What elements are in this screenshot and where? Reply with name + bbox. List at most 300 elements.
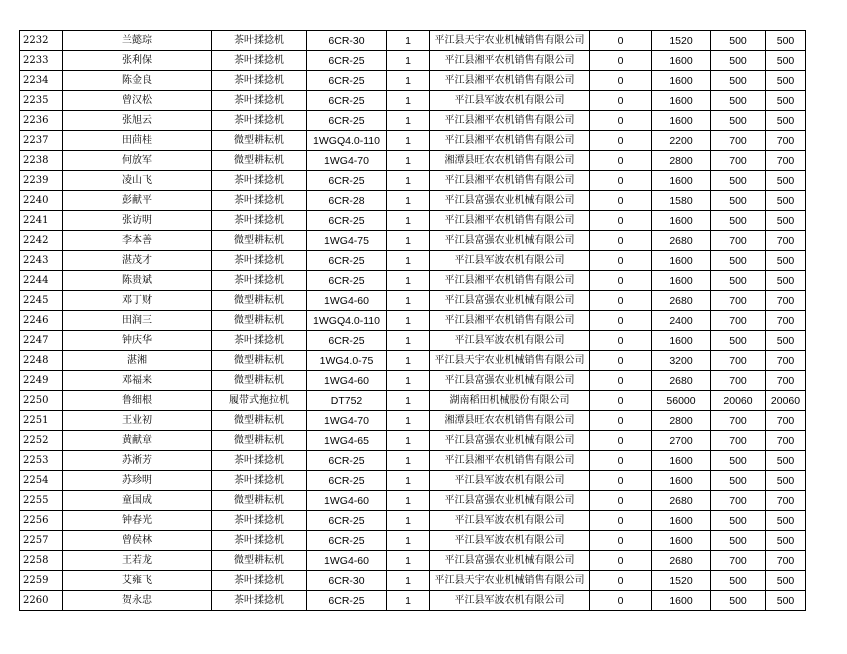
cell-model: 6CR-30 <box>307 31 387 51</box>
cell-subsidy-central: 700 <box>711 491 766 511</box>
cell-applicant-name: 邓丁财 <box>63 291 212 311</box>
cell-subsidy-central: 500 <box>711 251 766 271</box>
cell-model: 6CR-25 <box>307 471 387 491</box>
cell-subsidy-total: 500 <box>766 31 806 51</box>
cell-applicant-name: 张利保 <box>63 51 212 71</box>
cell-sale-price: 1600 <box>652 251 711 271</box>
cell-row-number: 2252 <box>20 431 63 451</box>
cell-dealer: 平江县湘平农机销售有限公司 <box>430 311 590 331</box>
cell-dealer: 湖南稻田机械股份有限公司 <box>430 391 590 411</box>
cell-row-number: 2234 <box>20 71 63 91</box>
cell-machine-type: 微型耕耘机 <box>212 491 307 511</box>
cell-quantity: 1 <box>387 411 430 431</box>
cell-sale-price: 1600 <box>652 171 711 191</box>
table-row <box>20 451 806 471</box>
cell-machine-type: 微型耕耘机 <box>212 351 307 371</box>
cell-col-zero: 0 <box>590 191 652 211</box>
cell-applicant-name: 田润三 <box>63 311 212 331</box>
cell-machine-type: 履带式拖拉机 <box>212 391 307 411</box>
cell-row-number: 2260 <box>20 591 63 611</box>
cell-applicant-name: 张旭云 <box>63 111 212 131</box>
cell-dealer: 平江县军波农机有限公司 <box>430 591 590 611</box>
table-row <box>20 111 806 131</box>
table-row <box>20 231 806 251</box>
cell-subsidy-central: 500 <box>711 571 766 591</box>
cell-applicant-name: 曾侯林 <box>63 531 212 551</box>
cell-dealer: 平江县富强农业机械有限公司 <box>430 231 590 251</box>
cell-subsidy-total: 500 <box>766 471 806 491</box>
cell-sale-price: 3200 <box>652 351 711 371</box>
cell-subsidy-central: 500 <box>711 71 766 91</box>
cell-col-zero: 0 <box>590 451 652 471</box>
cell-applicant-name: 苏淅芳 <box>63 451 212 471</box>
cell-sale-price: 2680 <box>652 291 711 311</box>
cell-col-zero: 0 <box>590 211 652 231</box>
cell-subsidy-central: 500 <box>711 91 766 111</box>
cell-subsidy-central: 500 <box>711 471 766 491</box>
cell-quantity: 1 <box>387 131 430 151</box>
cell-model: 1WG4-70 <box>307 411 387 431</box>
cell-applicant-name: 鲁细根 <box>63 391 212 411</box>
cell-sale-price: 1600 <box>652 331 711 351</box>
cell-quantity: 1 <box>387 371 430 391</box>
cell-sale-price: 1600 <box>652 71 711 91</box>
cell-sale-price: 2400 <box>652 311 711 331</box>
cell-applicant-name: 张访明 <box>63 211 212 231</box>
cell-row-number: 2238 <box>20 151 63 171</box>
cell-machine-type: 微型耕耘机 <box>212 371 307 391</box>
cell-col-zero: 0 <box>590 551 652 571</box>
cell-col-zero: 0 <box>590 31 652 51</box>
cell-dealer: 湘潭县旺农农机销售有限公司 <box>430 411 590 431</box>
cell-applicant-name: 邓福来 <box>63 371 212 391</box>
cell-dealer: 平江县富强农业机械有限公司 <box>430 431 590 451</box>
cell-applicant-name: 凌山飞 <box>63 171 212 191</box>
cell-model: 6CR-25 <box>307 531 387 551</box>
cell-machine-type: 微型耕耘机 <box>212 231 307 251</box>
cell-subsidy-total: 500 <box>766 591 806 611</box>
cell-col-zero: 0 <box>590 471 652 491</box>
cell-row-number: 2249 <box>20 371 63 391</box>
cell-sale-price: 1600 <box>652 51 711 71</box>
cell-sale-price: 2680 <box>652 231 711 251</box>
cell-subsidy-central: 500 <box>711 511 766 531</box>
cell-col-zero: 0 <box>590 491 652 511</box>
cell-dealer: 平江县军波农机有限公司 <box>430 531 590 551</box>
cell-subsidy-total: 700 <box>766 371 806 391</box>
cell-subsidy-total: 700 <box>766 291 806 311</box>
cell-subsidy-central: 500 <box>711 51 766 71</box>
table-row <box>20 151 806 171</box>
cell-col-zero: 0 <box>590 151 652 171</box>
cell-machine-type: 茶叶揉捻机 <box>212 31 307 51</box>
cell-subsidy-total: 500 <box>766 511 806 531</box>
cell-subsidy-central: 500 <box>711 271 766 291</box>
cell-quantity: 1 <box>387 251 430 271</box>
cell-quantity: 1 <box>387 211 430 231</box>
table-row <box>20 531 806 551</box>
cell-model: 6CR-30 <box>307 571 387 591</box>
cell-subsidy-total: 500 <box>766 271 806 291</box>
table-body <box>20 31 806 611</box>
cell-model: 6CR-25 <box>307 251 387 271</box>
cell-sale-price: 2680 <box>652 371 711 391</box>
cell-model: 6CR-25 <box>307 171 387 191</box>
cell-col-zero: 0 <box>590 131 652 151</box>
cell-machine-type: 茶叶揉捻机 <box>212 171 307 191</box>
table-row <box>20 471 806 491</box>
cell-machine-type: 茶叶揉捻机 <box>212 111 307 131</box>
cell-col-zero: 0 <box>590 271 652 291</box>
table-row <box>20 31 806 51</box>
cell-quantity: 1 <box>387 151 430 171</box>
cell-machine-type: 茶叶揉捻机 <box>212 471 307 491</box>
cell-machine-type: 茶叶揉捻机 <box>212 211 307 231</box>
cell-sale-price: 2800 <box>652 411 711 431</box>
cell-dealer: 平江县湘平农机销售有限公司 <box>430 71 590 91</box>
cell-dealer: 平江县湘平农机销售有限公司 <box>430 111 590 131</box>
cell-row-number: 2244 <box>20 271 63 291</box>
cell-dealer: 平江县湘平农机销售有限公司 <box>430 131 590 151</box>
cell-model: 6CR-25 <box>307 71 387 91</box>
cell-quantity: 1 <box>387 511 430 531</box>
cell-sale-price: 1520 <box>652 31 711 51</box>
cell-subsidy-total: 500 <box>766 531 806 551</box>
cell-row-number: 2242 <box>20 231 63 251</box>
cell-sale-price: 1600 <box>652 211 711 231</box>
cell-row-number: 2250 <box>20 391 63 411</box>
cell-model: 6CR-25 <box>307 511 387 531</box>
cell-applicant-name: 钟庆华 <box>63 331 212 351</box>
cell-row-number: 2240 <box>20 191 63 211</box>
cell-quantity: 1 <box>387 271 430 291</box>
cell-col-zero: 0 <box>590 331 652 351</box>
cell-subsidy-total: 500 <box>766 51 806 71</box>
cell-sale-price: 2800 <box>652 151 711 171</box>
cell-applicant-name: 钟春光 <box>63 511 212 531</box>
cell-col-zero: 0 <box>590 51 652 71</box>
cell-applicant-name: 湛湘 <box>63 351 212 371</box>
cell-subsidy-central: 700 <box>711 551 766 571</box>
table-row <box>20 71 806 91</box>
cell-sale-price: 56000 <box>652 391 711 411</box>
cell-dealer: 平江县湘平农机销售有限公司 <box>430 171 590 191</box>
cell-col-zero: 0 <box>590 231 652 251</box>
cell-machine-type: 茶叶揉捻机 <box>212 271 307 291</box>
cell-col-zero: 0 <box>590 391 652 411</box>
cell-applicant-name: 湛茂才 <box>63 251 212 271</box>
cell-subsidy-central: 700 <box>711 351 766 371</box>
cell-row-number: 2259 <box>20 571 63 591</box>
cell-quantity: 1 <box>387 471 430 491</box>
cell-row-number: 2256 <box>20 511 63 531</box>
cell-subsidy-central: 500 <box>711 31 766 51</box>
cell-row-number: 2243 <box>20 251 63 271</box>
cell-row-number: 2247 <box>20 331 63 351</box>
cell-quantity: 1 <box>387 311 430 331</box>
cell-sale-price: 2680 <box>652 551 711 571</box>
cell-col-zero: 0 <box>590 371 652 391</box>
cell-model: 6CR-25 <box>307 111 387 131</box>
cell-machine-type: 茶叶揉捻机 <box>212 91 307 111</box>
cell-model: 6CR-25 <box>307 591 387 611</box>
cell-dealer: 平江县湘平农机销售有限公司 <box>430 211 590 231</box>
cell-quantity: 1 <box>387 231 430 251</box>
table-row <box>20 371 806 391</box>
cell-quantity: 1 <box>387 191 430 211</box>
cell-applicant-name: 陈贵斌 <box>63 271 212 291</box>
cell-model: 6CR-25 <box>307 51 387 71</box>
cell-subsidy-total: 500 <box>766 191 806 211</box>
cell-col-zero: 0 <box>590 251 652 271</box>
cell-row-number: 2237 <box>20 131 63 151</box>
cell-machine-type: 微型耕耘机 <box>212 551 307 571</box>
cell-model: 1WG4.0-75 <box>307 351 387 371</box>
cell-applicant-name: 黄献章 <box>63 431 212 451</box>
cell-dealer: 平江县天宇农业机械销售有限公司 <box>430 571 590 591</box>
cell-model: 6CR-25 <box>307 91 387 111</box>
cell-sale-price: 1580 <box>652 191 711 211</box>
cell-machine-type: 茶叶揉捻机 <box>212 531 307 551</box>
cell-quantity: 1 <box>387 531 430 551</box>
cell-subsidy-total: 500 <box>766 451 806 471</box>
cell-row-number: 2241 <box>20 211 63 231</box>
cell-col-zero: 0 <box>590 411 652 431</box>
cell-subsidy-central: 500 <box>711 191 766 211</box>
cell-dealer: 平江县军波农机有限公司 <box>430 251 590 271</box>
cell-quantity: 1 <box>387 351 430 371</box>
cell-quantity: 1 <box>387 431 430 451</box>
cell-subsidy-total: 500 <box>766 111 806 131</box>
cell-subsidy-total: 500 <box>766 571 806 591</box>
cell-row-number: 2248 <box>20 351 63 371</box>
cell-dealer: 平江县天宇农业机械销售有限公司 <box>430 31 590 51</box>
cell-row-number: 2233 <box>20 51 63 71</box>
cell-applicant-name: 田茴桂 <box>63 131 212 151</box>
cell-row-number: 2232 <box>20 31 63 51</box>
cell-quantity: 1 <box>387 111 430 131</box>
cell-quantity: 1 <box>387 91 430 111</box>
cell-machine-type: 茶叶揉捻机 <box>212 191 307 211</box>
cell-col-zero: 0 <box>590 311 652 331</box>
cell-model: 1WG4-60 <box>307 291 387 311</box>
cell-col-zero: 0 <box>590 531 652 551</box>
cell-applicant-name: 王若龙 <box>63 551 212 571</box>
cell-subsidy-total: 500 <box>766 171 806 191</box>
cell-col-zero: 0 <box>590 91 652 111</box>
table-row <box>20 591 806 611</box>
cell-col-zero: 0 <box>590 351 652 371</box>
cell-dealer: 平江县军波农机有限公司 <box>430 471 590 491</box>
cell-quantity: 1 <box>387 591 430 611</box>
cell-row-number: 2253 <box>20 451 63 471</box>
cell-subsidy-total: 700 <box>766 311 806 331</box>
table-row <box>20 251 806 271</box>
cell-dealer: 平江县富强农业机械有限公司 <box>430 291 590 311</box>
cell-sale-price: 1600 <box>652 91 711 111</box>
cell-col-zero: 0 <box>590 511 652 531</box>
cell-row-number: 2258 <box>20 551 63 571</box>
table-row <box>20 491 806 511</box>
subsidy-table <box>19 30 806 611</box>
cell-sale-price: 1600 <box>652 451 711 471</box>
cell-row-number: 2246 <box>20 311 63 331</box>
cell-dealer: 平江县富强农业机械有限公司 <box>430 491 590 511</box>
cell-subsidy-central: 500 <box>711 171 766 191</box>
cell-subsidy-total: 700 <box>766 131 806 151</box>
cell-row-number: 2245 <box>20 291 63 311</box>
cell-row-number: 2235 <box>20 91 63 111</box>
table-row <box>20 311 806 331</box>
cell-applicant-name: 贺永忠 <box>63 591 212 611</box>
cell-machine-type: 茶叶揉捻机 <box>212 451 307 471</box>
cell-col-zero: 0 <box>590 591 652 611</box>
cell-quantity: 1 <box>387 31 430 51</box>
cell-row-number: 2255 <box>20 491 63 511</box>
cell-applicant-name: 兰懿琮 <box>63 31 212 51</box>
cell-subsidy-central: 500 <box>711 451 766 471</box>
cell-machine-type: 微型耕耘机 <box>212 291 307 311</box>
cell-machine-type: 微型耕耘机 <box>212 311 307 331</box>
cell-machine-type: 茶叶揉捻机 <box>212 511 307 531</box>
cell-model: 6CR-25 <box>307 451 387 471</box>
cell-quantity: 1 <box>387 571 430 591</box>
cell-subsidy-central: 500 <box>711 531 766 551</box>
cell-model: 1WG4-70 <box>307 151 387 171</box>
cell-col-zero: 0 <box>590 171 652 191</box>
cell-col-zero: 0 <box>590 111 652 131</box>
cell-subsidy-total: 700 <box>766 151 806 171</box>
cell-dealer: 平江县军波农机有限公司 <box>430 331 590 351</box>
table-row <box>20 431 806 451</box>
cell-row-number: 2251 <box>20 411 63 431</box>
cell-subsidy-total: 700 <box>766 491 806 511</box>
cell-sale-price: 2200 <box>652 131 711 151</box>
cell-machine-type: 微型耕耘机 <box>212 431 307 451</box>
cell-dealer: 平江县湘平农机销售有限公司 <box>430 451 590 471</box>
table-row <box>20 551 806 571</box>
cell-subsidy-total: 700 <box>766 351 806 371</box>
cell-sale-price: 1600 <box>652 271 711 291</box>
cell-model: 6CR-28 <box>307 191 387 211</box>
cell-row-number: 2257 <box>20 531 63 551</box>
cell-subsidy-central: 700 <box>711 131 766 151</box>
cell-dealer: 平江县富强农业机械有限公司 <box>430 191 590 211</box>
cell-quantity: 1 <box>387 451 430 471</box>
cell-quantity: 1 <box>387 71 430 91</box>
cell-model: DT752 <box>307 391 387 411</box>
cell-subsidy-total: 700 <box>766 431 806 451</box>
cell-subsidy-total: 700 <box>766 551 806 571</box>
cell-sale-price: 1600 <box>652 531 711 551</box>
cell-model: 6CR-25 <box>307 211 387 231</box>
table-row <box>20 171 806 191</box>
cell-row-number: 2239 <box>20 171 63 191</box>
cell-subsidy-total: 700 <box>766 411 806 431</box>
cell-subsidy-central: 700 <box>711 431 766 451</box>
cell-model: 1WGQ4.0-110 <box>307 311 387 331</box>
cell-subsidy-central: 700 <box>711 291 766 311</box>
table-row <box>20 271 806 291</box>
cell-dealer: 湘潭县旺农农机销售有限公司 <box>430 151 590 171</box>
cell-model: 1WG4-60 <box>307 491 387 511</box>
cell-subsidy-central: 700 <box>711 411 766 431</box>
table-row <box>20 411 806 431</box>
cell-machine-type: 茶叶揉捻机 <box>212 571 307 591</box>
cell-col-zero: 0 <box>590 571 652 591</box>
cell-applicant-name: 李本善 <box>63 231 212 251</box>
cell-machine-type: 茶叶揉捻机 <box>212 331 307 351</box>
cell-applicant-name: 彭献平 <box>63 191 212 211</box>
table-row <box>20 331 806 351</box>
cell-machine-type: 微型耕耘机 <box>212 131 307 151</box>
table-row <box>20 391 806 411</box>
cell-sale-price: 1600 <box>652 111 711 131</box>
cell-dealer: 平江县天宇农业机械销售有限公司 <box>430 351 590 371</box>
cell-model: 1WG4-60 <box>307 551 387 571</box>
cell-col-zero: 0 <box>590 431 652 451</box>
cell-machine-type: 茶叶揉捻机 <box>212 51 307 71</box>
cell-sale-price: 1600 <box>652 471 711 491</box>
cell-subsidy-central: 700 <box>711 311 766 331</box>
cell-sale-price: 2700 <box>652 431 711 451</box>
table-row <box>20 191 806 211</box>
cell-subsidy-central: 500 <box>711 591 766 611</box>
cell-model: 6CR-25 <box>307 271 387 291</box>
cell-quantity: 1 <box>387 331 430 351</box>
cell-machine-type: 微型耕耘机 <box>212 411 307 431</box>
cell-model: 6CR-25 <box>307 331 387 351</box>
cell-dealer: 平江县军波农机有限公司 <box>430 91 590 111</box>
table-row <box>20 291 806 311</box>
table-row <box>20 511 806 531</box>
cell-model: 1WG4-75 <box>307 231 387 251</box>
cell-model: 1WGQ4.0-110 <box>307 131 387 151</box>
table-row <box>20 211 806 231</box>
cell-subsidy-total: 700 <box>766 231 806 251</box>
cell-subsidy-central: 500 <box>711 331 766 351</box>
cell-quantity: 1 <box>387 51 430 71</box>
cell-applicant-name: 曾汉松 <box>63 91 212 111</box>
cell-quantity: 1 <box>387 391 430 411</box>
cell-applicant-name: 王业初 <box>63 411 212 431</box>
cell-subsidy-total: 500 <box>766 211 806 231</box>
cell-subsidy-central: 500 <box>711 111 766 131</box>
cell-machine-type: 茶叶揉捻机 <box>212 251 307 271</box>
cell-model: 1WG4-60 <box>307 371 387 391</box>
cell-subsidy-total: 500 <box>766 251 806 271</box>
table-row <box>20 351 806 371</box>
table-row <box>20 571 806 591</box>
cell-applicant-name: 陈金良 <box>63 71 212 91</box>
cell-sale-price: 1520 <box>652 571 711 591</box>
cell-dealer: 平江县湘平农机销售有限公司 <box>430 51 590 71</box>
cell-applicant-name: 童国成 <box>63 491 212 511</box>
cell-model: 1WG4-65 <box>307 431 387 451</box>
cell-col-zero: 0 <box>590 291 652 311</box>
cell-row-number: 2236 <box>20 111 63 131</box>
cell-machine-type: 茶叶揉捻机 <box>212 591 307 611</box>
table-row <box>20 131 806 151</box>
cell-applicant-name: 艾雍飞 <box>63 571 212 591</box>
table-row <box>20 91 806 111</box>
cell-sale-price: 1600 <box>652 591 711 611</box>
cell-subsidy-total: 20060 <box>766 391 806 411</box>
cell-dealer: 平江县湘平农机销售有限公司 <box>430 271 590 291</box>
cell-machine-type: 微型耕耘机 <box>212 151 307 171</box>
cell-quantity: 1 <box>387 171 430 191</box>
cell-dealer: 平江县富强农业机械有限公司 <box>430 371 590 391</box>
